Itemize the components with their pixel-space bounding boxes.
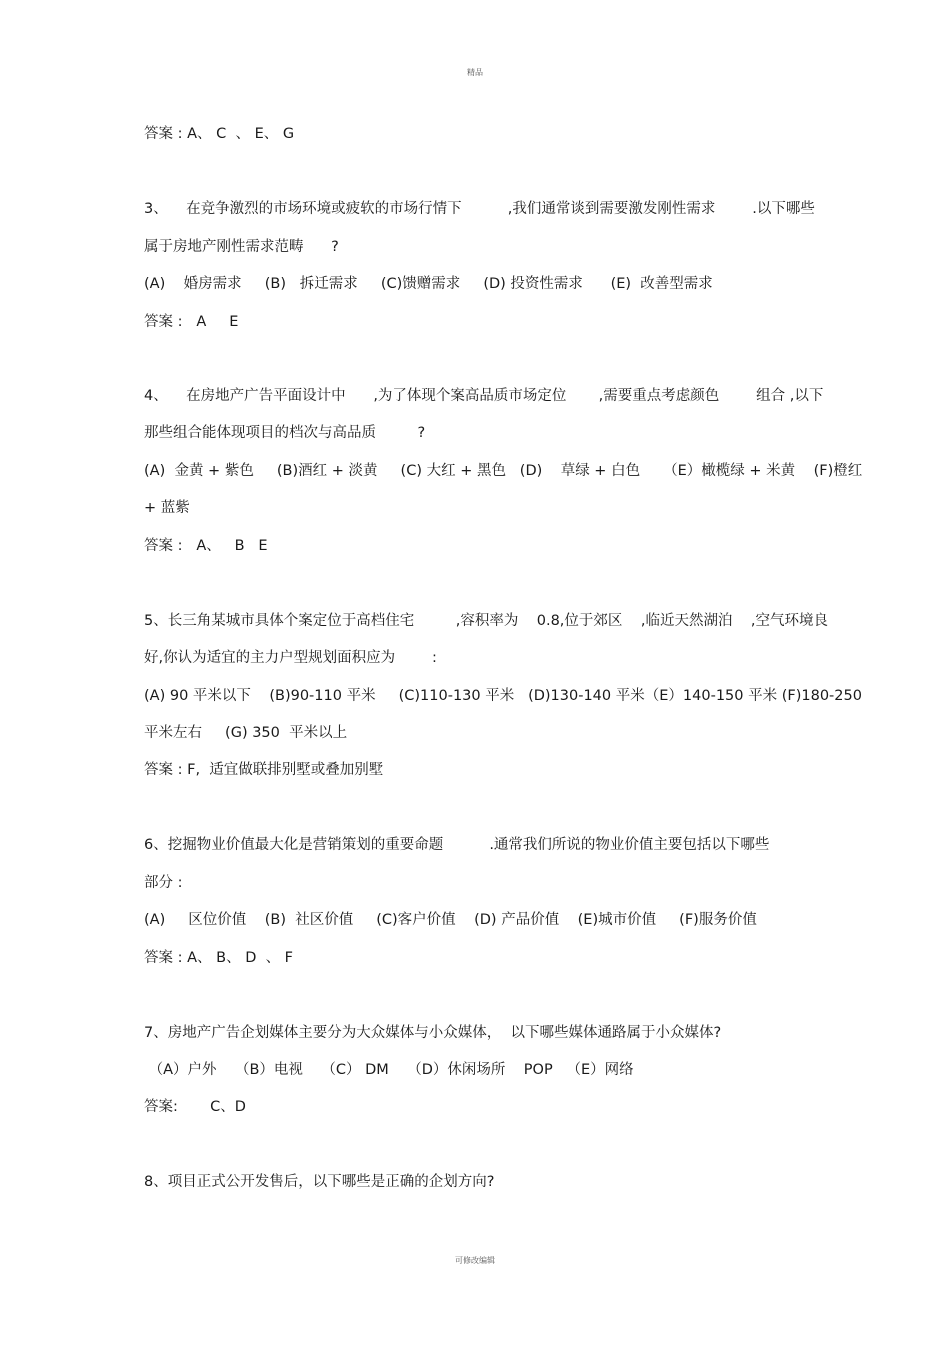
question-7-line-1: 7、房地产广告企划媒体主要分为大众媒体与小众媒体， 以下哪些媒体通路属于小众媒体? bbox=[144, 1025, 722, 1041]
question-6-line-2: 部分 : bbox=[144, 875, 183, 891]
question-5-line-2: 好,你认为适宜的主力户型规划面积应为 : bbox=[144, 650, 437, 666]
answer-3: 答案 : A E bbox=[144, 314, 239, 330]
question-3-options: (A) 婚房需求 (B) 拆迁需求 (C)馈赠需求 (D) 投资性需求 (E) 改善型需求 bbox=[144, 276, 713, 292]
question-5-line-1: 5、长三角某城市具体个案定位于高档住宅 ,容积率为 0.8,位于郊区 ,临近天然湖泊 ,空气环境良 bbox=[144, 613, 829, 629]
question-6-line-1: 6、挖掘物业价值最大化是营销策划的重要命题 .通常我们所说的物业价值主要包括以下哪些 bbox=[144, 837, 770, 853]
question-4-options: (A) 金黄 + 紫色 (B)酒红 + 淡黄 (C) 大红 + 黑色 (D) 草绿 + 白色 （E）橄榄绿 + 米黄 (F)橙红 bbox=[144, 463, 863, 479]
question-3-line-2: 属于房地产刚性需求范畴 ? bbox=[144, 239, 339, 255]
question-4-options-cont: + 蓝紫 bbox=[144, 500, 190, 516]
answer-2: 答案 : A、 C 、 E、 G bbox=[144, 126, 295, 142]
question-5-options: (A) 90 平米以下 (B)90-110 平米 (C)110-130 平米 (D)130-140 平米（E）140-150 平米 (F)180-250 bbox=[144, 688, 862, 704]
question-6-options: (A) 区位价值 (B) 社区价值 (C)客户价值 (D) 产品价值 (E)城市价值 (F)服务价值 bbox=[144, 912, 757, 928]
answer-6: 答案 : A、 B、 D 、 F bbox=[144, 950, 294, 966]
question-3-line-1: 3、 在竞争激烈的市场环境或疲软的市场行情下 ,我们通常谈到需要激发刚性需求 .以下哪些 bbox=[144, 201, 815, 217]
answer-5: 答案 : F, 适宜做联排别墅或叠加别墅 bbox=[144, 762, 384, 778]
answer-4: 答案 : A、 B E bbox=[144, 538, 268, 554]
page-header: 精品 bbox=[467, 68, 483, 77]
question-5-options-cont: 平米左右 (G) 350 平米以上 bbox=[144, 725, 348, 741]
question-4-line-2: 那些组合能体现项目的档次与高品质 ? bbox=[144, 425, 426, 441]
question-4-line-1: 4、 在房地产广告平面设计中 ,为了体现个案高品质市场定位 ,需要重点考虑颜色 组合 ,以下 bbox=[144, 388, 824, 404]
answer-7: 答案: C、D bbox=[144, 1099, 246, 1115]
question-8-line-1: 8、项目正式公开发售后，以下哪些是正确的企划方向? bbox=[144, 1174, 495, 1190]
question-7-options: （A）户外 （B）电视 （C） DM （D）休闲场所 POP （E）网络 bbox=[144, 1062, 634, 1078]
page-footer: 可修改编辑 bbox=[455, 1256, 495, 1265]
